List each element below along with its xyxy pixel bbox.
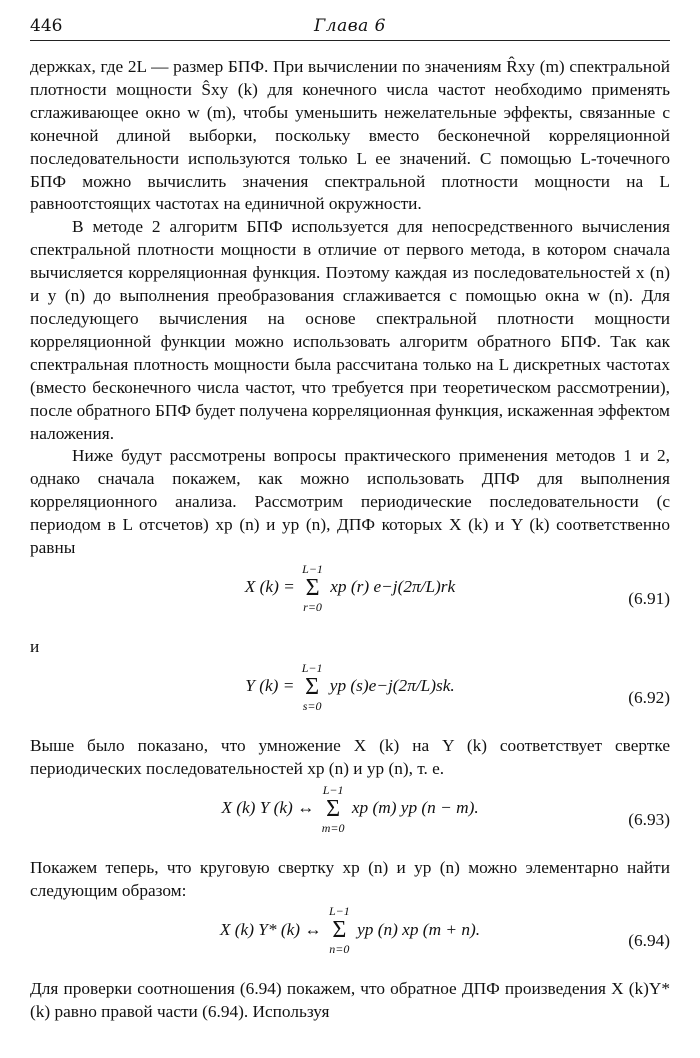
- equation-6-93: [30, 783, 670, 855]
- paragraph: держках, где 2L — размер БПФ. При вычислении по значениям R̂xy (m) спектральной плотности мощности Ŝxy (k) для конечного числа частот необходимо применять сглаживающее окно w (m), чтобы уменьшить нежелательные эффекты, связанные с конечной длиной выборки, поскольку вместо бесконечной корреляционной последовательности используются только L ее значений. С помощью L-точечного БПФ можно вычислить значения спектральной плотности мощности на L равноотстоящих частотах на единичной окружности.: [30, 57, 670, 214]
- eq-lhs: X (k) Y (k) ↔: [221, 798, 315, 818]
- eq-lhs: Y (k) =: [245, 676, 295, 696]
- eq-rhs: xp (r) e−j(2π/L)rk: [330, 577, 456, 597]
- eq-rhs: yp (n) xp (m + n).: [357, 920, 481, 940]
- paragraph: Выше было показано, что умножение X (k) на Y (k) соответствует свертке периодических последовательностей xp (n) и yp (n), т. е.: [30, 735, 670, 778]
- sum-symbol: L−1 Σ r=0: [302, 561, 323, 614]
- eq-lhs: X (k) Y* (k) ↔: [219, 920, 322, 940]
- page-number: 446: [30, 16, 63, 36]
- equation-number: (6.93): [628, 809, 670, 829]
- equation-6-94: [30, 904, 670, 976]
- equation-number: (6.92): [628, 687, 670, 707]
- eq-rhs: yp (s)e−j(2π/L)sk.: [329, 676, 455, 696]
- running-header: [30, 14, 670, 41]
- sum-symbol: L−1 Σ s=0: [301, 660, 323, 713]
- eq-lhs: X (k) =: [244, 577, 295, 597]
- equation-number: (6.94): [628, 931, 670, 951]
- page-body: [30, 56, 670, 1024]
- equation-6-92: [30, 661, 670, 733]
- paragraph: Ниже будут рассмотрены вопросы практического применения методов 1 и 2, однако сначала покажем, как можно использовать ДПФ для выполнения корреляционного анализа. Рассмотрим периодические последовательности (с периодом в L отсчетов) xp (n) и yp (n), ДПФ которых X (k) и Y (k) соответственно равны: [30, 446, 670, 558]
- sum-symbol: L−1 Σ m=0: [321, 782, 345, 835]
- paragraph: Покажем теперь, что круговую свертку xp (n) и yp (n) можно элементарно найти следующим образом:: [30, 857, 670, 900]
- paragraph: и: [30, 636, 40, 656]
- chapter-title: Глава 6: [314, 16, 386, 36]
- eq-rhs: xp (m) yp (n − m).: [351, 798, 479, 818]
- paragraph: В методе 2 алгоритм БПФ используется для непосредственного вычисления спектральной плотности мощности в отличие от первого метода, в котором сначала вычисляется корреляционная функция. Поэтому каждая из последовательностей x (n) и y (n) до выполнения преобразования сглаживается с помощью окна w (n). Для последующего вычисления на основе спектральной плотности мощности корреляционной функции можно использовать алгоритм обратного БПФ. Так как спектральная плотность мощности была рассчитана только на L дискретных частотах (вместо бесконечного числа частот, что требуется при теоретическом рассмотрении), после обратного БПФ будет получена корреляционная функция, искаженная эффектом наложения.: [30, 217, 670, 443]
- sum-symbol: L−1 Σ n=0: [328, 904, 350, 957]
- paragraph: Для проверки соотношения (6.94) покажем, что обратное ДПФ произведения X (k)Y* (k) равно правой части (6.94). Используя: [30, 979, 670, 1022]
- equation-6-91: [30, 562, 670, 634]
- equation-number: (6.91): [628, 588, 670, 608]
